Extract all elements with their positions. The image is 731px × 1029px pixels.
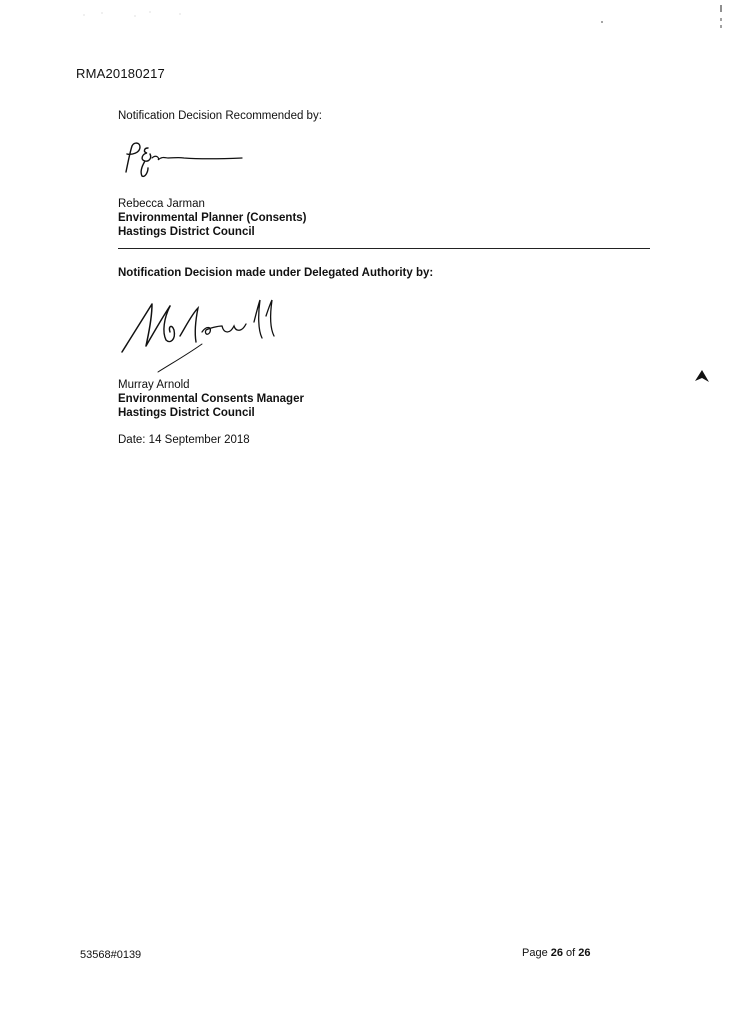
decision-maker-organisation: Hastings District Council (118, 407, 255, 419)
page-prefix: Page (522, 947, 551, 959)
scan-dot (601, 21, 603, 23)
decision-maker-title: Environmental Consents Manager (118, 393, 304, 405)
footer-document-id: 53568#0139 (80, 949, 142, 961)
decision-heading: Notification Decision made under Delegated Authority by: (118, 267, 434, 279)
decision-date: Date: 14 September 2018 (118, 434, 250, 446)
recommender-name: Rebecca Jarman (118, 198, 205, 210)
recommendation-heading: Notification Decision Recommended by: (118, 110, 322, 122)
footer-page-number (522, 947, 591, 959)
reference-number: RMA20180217 (76, 66, 165, 81)
page-of: of (563, 947, 579, 959)
scan-smudge (80, 8, 190, 22)
section-divider (118, 248, 650, 249)
recommender-organisation: Hastings District Council (118, 226, 255, 238)
page-total: 26 (578, 947, 591, 959)
margin-arrow-icon (694, 368, 710, 384)
decision-maker-name: Murray Arnold (118, 379, 190, 391)
recommender-details (118, 197, 307, 239)
scan-margin-marks (718, 4, 724, 30)
signature-murray-arnold (118, 296, 288, 380)
decision-maker-details (118, 378, 304, 420)
page-current: 26 (550, 947, 563, 959)
signature-rebecca-jarman (118, 136, 248, 182)
recommender-title: Environmental Planner (Consents) (118, 212, 307, 224)
